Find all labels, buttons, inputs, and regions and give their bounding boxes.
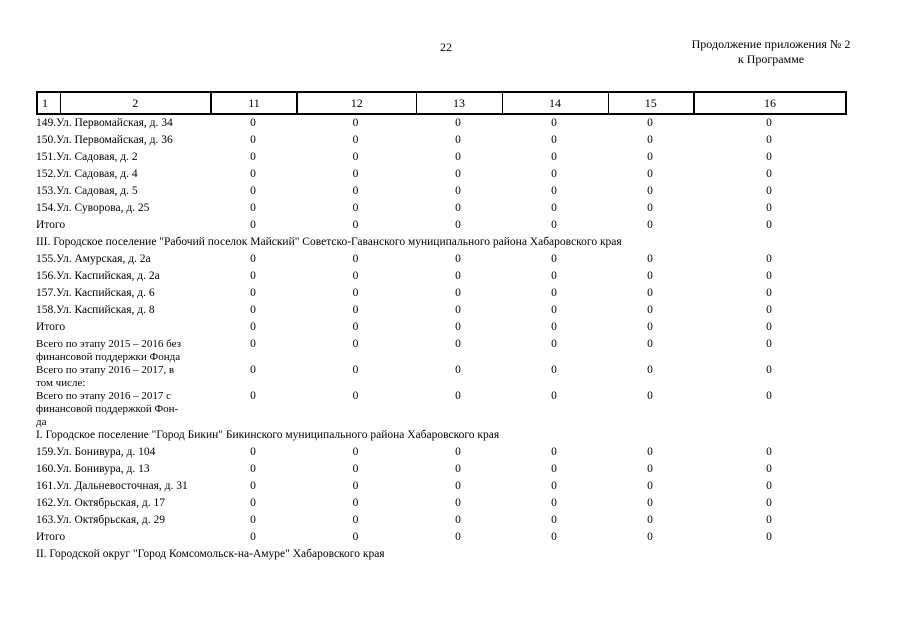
table-header	[36, 91, 847, 115]
row-label: 152.Ул. Садовая, д. 4	[36, 168, 138, 180]
cell-value: 0	[551, 168, 557, 180]
cell-value: 0	[766, 287, 772, 299]
table-row	[36, 338, 845, 364]
cell-value: 0	[647, 514, 653, 526]
cell-value: 0	[647, 219, 653, 231]
cell-value: 0	[455, 446, 461, 458]
cell-value: 0	[551, 463, 557, 475]
row-label: 153.Ул. Садовая, д. 5	[36, 185, 138, 197]
cell-value: 0	[455, 514, 461, 526]
row-label	[36, 390, 210, 429]
cell-value: 0	[250, 219, 256, 231]
cell-value: 0	[455, 287, 461, 299]
cell-value: 0	[455, 117, 461, 129]
cell-value: 0	[250, 185, 256, 197]
cell-value: 0	[455, 364, 461, 376]
row-label-line: том числе:	[36, 377, 86, 389]
cell-value: 0	[766, 463, 772, 475]
cell-value: 0	[250, 531, 256, 543]
cell-value: 0	[551, 219, 557, 231]
appendix-line-2: к Программе	[737, 52, 805, 66]
table-row	[36, 364, 845, 390]
cell-value: 0	[250, 253, 256, 265]
cell-value: 0	[352, 168, 359, 180]
table-row	[36, 117, 845, 134]
cell-value: 0	[647, 531, 653, 543]
table-row	[36, 134, 845, 151]
cell-value: 0	[352, 134, 359, 146]
cell-value: 0	[551, 390, 557, 402]
section-row	[36, 429, 845, 446]
table-row	[36, 446, 845, 463]
cell-value: 0	[352, 338, 359, 350]
cell-value: 0	[551, 202, 557, 214]
section-heading: I. Городское поселение "Город Бикин" Бикинского муниципального района Хабаровского края	[36, 429, 500, 441]
cell-value: 0	[455, 480, 461, 492]
table-row	[36, 287, 845, 304]
cell-value: 0	[352, 117, 359, 129]
section-row	[36, 236, 845, 253]
row-label-line: Всего по этапу 2016 – 2017, в	[36, 364, 175, 376]
cell-value: 0	[766, 446, 772, 458]
table-row	[36, 321, 845, 338]
cell-value: 0	[551, 304, 557, 316]
cell-value: 0	[766, 253, 772, 265]
cell-value: 0	[647, 168, 653, 180]
table-row	[36, 304, 845, 321]
cell-value: 0	[551, 287, 557, 299]
cell-value: 0	[766, 219, 772, 231]
cell-value: 0	[766, 321, 772, 333]
table-row	[36, 151, 845, 168]
row-label: 151.Ул. Садовая, д. 2	[36, 151, 138, 163]
cell-value: 0	[352, 531, 359, 543]
page-number: 22	[440, 40, 452, 54]
cell-value: 0	[455, 151, 461, 163]
cell-value: 0	[551, 364, 557, 376]
cell-value: 0	[250, 338, 256, 350]
cell-value: 0	[352, 202, 359, 214]
cell-value: 0	[352, 321, 359, 333]
row-label-line: Всего по этапу 2016 – 2017 с	[36, 390, 172, 402]
row-label: 154.Ул. Суворова, д. 25	[36, 202, 150, 214]
header-col-16: 16	[694, 92, 846, 114]
cell-value: 0	[551, 531, 557, 543]
cell-value: 0	[250, 168, 256, 180]
cell-value: 0	[766, 270, 772, 282]
cell-value: 0	[551, 514, 557, 526]
table-row	[36, 253, 845, 270]
cell-value: 0	[551, 480, 557, 492]
cell-value: 0	[352, 304, 359, 316]
row-label: 161.Ул. Дальневосточная, д. 31	[36, 480, 188, 492]
table-row	[36, 168, 845, 185]
cell-value: 0	[647, 463, 653, 475]
cell-value: 0	[766, 304, 772, 316]
row-label: 162.Ул. Октябрьская, д. 17	[36, 497, 165, 509]
cell-value: 0	[352, 463, 359, 475]
cell-value: 0	[250, 514, 256, 526]
row-label-line: да	[36, 416, 47, 428]
table-row	[36, 480, 845, 497]
cell-value: 0	[647, 338, 653, 350]
cell-value: 0	[647, 304, 653, 316]
table-row	[36, 390, 845, 429]
appendix-caption	[671, 37, 871, 67]
cell-value: 0	[647, 480, 653, 492]
cell-value: 0	[551, 321, 557, 333]
cell-value: 0	[250, 287, 256, 299]
row-label-line: финансовой поддержки Фонда	[36, 351, 181, 363]
cell-value: 0	[352, 446, 359, 458]
cell-value: 0	[766, 202, 772, 214]
cell-value: 0	[455, 463, 461, 475]
data-table	[36, 117, 845, 565]
row-label: 160.Ул. Бонивура, д. 13	[36, 463, 150, 475]
row-label: 157.Ул. Каспийская, д. 6	[36, 287, 155, 299]
row-label	[36, 338, 210, 364]
table-row	[36, 463, 845, 480]
row-label: 155.Ул. Амурская, д. 2а	[36, 253, 151, 265]
cell-value: 0	[455, 202, 461, 214]
cell-value: 0	[352, 364, 359, 376]
cell-value: 0	[250, 151, 256, 163]
cell-value: 0	[250, 390, 256, 402]
cell-value: 0	[352, 390, 359, 402]
row-label-line: финансовой поддержкой Фон-	[36, 403, 179, 415]
cell-value: 0	[352, 151, 359, 163]
cell-value: 0	[455, 531, 461, 543]
cell-value: 0	[352, 253, 359, 265]
cell-value: 0	[551, 253, 557, 265]
cell-value: 0	[647, 202, 653, 214]
cell-value: 0	[250, 480, 256, 492]
row-label: 150.Ул. Первомайская, д. 36	[36, 134, 173, 146]
cell-value: 0	[352, 185, 359, 197]
cell-value: 0	[551, 446, 557, 458]
cell-value: 0	[766, 497, 772, 509]
cell-value: 0	[766, 390, 772, 402]
row-label: 163.Ул. Октябрьская, д. 29	[36, 514, 165, 526]
row-label: 149.Ул. Первомайская, д. 34	[36, 117, 173, 129]
cell-value: 0	[352, 514, 359, 526]
row-label	[36, 364, 210, 390]
cell-value: 0	[766, 338, 772, 350]
row-label: 156.Ул. Каспийская, д. 2а	[36, 270, 160, 282]
cell-value: 0	[647, 185, 653, 197]
cell-value: 0	[551, 185, 557, 197]
cell-value: 0	[647, 287, 653, 299]
cell-value: 0	[551, 151, 557, 163]
cell-value: 0	[455, 497, 461, 509]
cell-value: 0	[352, 480, 359, 492]
cell-value: 0	[455, 134, 461, 146]
cell-value: 0	[455, 390, 461, 402]
cell-value: 0	[250, 134, 256, 146]
cell-value: 0	[455, 185, 461, 197]
cell-value: 0	[455, 270, 461, 282]
cell-value: 0	[647, 253, 653, 265]
cell-value: 0	[455, 253, 461, 265]
cell-value: 0	[766, 117, 772, 129]
row-label: Итого	[36, 531, 66, 543]
table-row	[36, 202, 845, 219]
table-row	[36, 514, 845, 531]
header-col-14: 14	[502, 92, 608, 114]
cell-value: 0	[766, 134, 772, 146]
row-label: Итого	[36, 321, 66, 333]
cell-value: 0	[551, 134, 557, 146]
cell-value: 0	[250, 463, 256, 475]
cell-value: 0	[766, 480, 772, 492]
row-label: 159.Ул. Бонивура, д. 104	[36, 446, 156, 458]
cell-value: 0	[455, 321, 461, 333]
cell-value: 0	[647, 117, 653, 129]
section-row	[36, 548, 845, 565]
row-label: 158.Ул. Каспийская, д. 8	[36, 304, 155, 316]
appendix-line-1: Продолжение приложения № 2	[691, 37, 851, 51]
cell-value: 0	[766, 514, 772, 526]
table-row	[36, 219, 845, 236]
table-row	[36, 531, 845, 548]
cell-value: 0	[250, 117, 256, 129]
header-col-13: 13	[416, 92, 502, 114]
cell-value: 0	[551, 338, 557, 350]
cell-value: 0	[551, 270, 557, 282]
cell-value: 0	[766, 364, 772, 376]
cell-value: 0	[647, 270, 653, 282]
cell-value: 0	[250, 304, 256, 316]
table-row	[36, 185, 845, 202]
cell-value: 0	[250, 364, 256, 376]
cell-value: 0	[352, 270, 359, 282]
cell-value: 0	[766, 168, 772, 180]
cell-value: 0	[766, 531, 772, 543]
section-heading: III. Городское поселение "Рабочий поселок Майский" Советско-Гаванского муниципального района Хабаровского края	[36, 236, 622, 248]
cell-value: 0	[647, 390, 653, 402]
cell-value: 0	[250, 270, 256, 282]
cell-value: 0	[647, 151, 653, 163]
cell-value: 0	[766, 185, 772, 197]
cell-value: 0	[647, 497, 653, 509]
table-row	[36, 497, 845, 514]
header-col-15: 15	[608, 92, 694, 114]
cell-value: 0	[352, 287, 359, 299]
cell-value: 0	[352, 219, 359, 231]
cell-value: 0	[455, 168, 461, 180]
cell-value: 0	[647, 321, 653, 333]
cell-value: 0	[766, 151, 772, 163]
table-row	[36, 270, 845, 287]
row-label-line: Всего по этапу 2015 – 2016 без	[36, 338, 181, 350]
cell-value: 0	[647, 364, 653, 376]
cell-value: 0	[455, 338, 461, 350]
cell-value: 0	[455, 219, 461, 231]
header-col-2: 2	[60, 92, 211, 114]
cell-value: 0	[647, 134, 653, 146]
header-col-1: 1	[37, 92, 60, 114]
cell-value: 0	[250, 202, 256, 214]
cell-value: 0	[352, 497, 359, 509]
section-heading: II. Городской округ "Город Комсомольск-на-Амуре" Хабаровского края	[36, 548, 385, 560]
cell-value: 0	[250, 446, 256, 458]
cell-value: 0	[250, 497, 256, 509]
cell-value: 0	[250, 321, 256, 333]
cell-value: 0	[551, 117, 557, 129]
header-col-11: 11	[211, 92, 297, 114]
cell-value: 0	[647, 446, 653, 458]
cell-value: 0	[455, 304, 461, 316]
row-label: Итого	[36, 219, 66, 231]
cell-value: 0	[551, 497, 557, 509]
header-col-12: 12	[297, 92, 416, 114]
